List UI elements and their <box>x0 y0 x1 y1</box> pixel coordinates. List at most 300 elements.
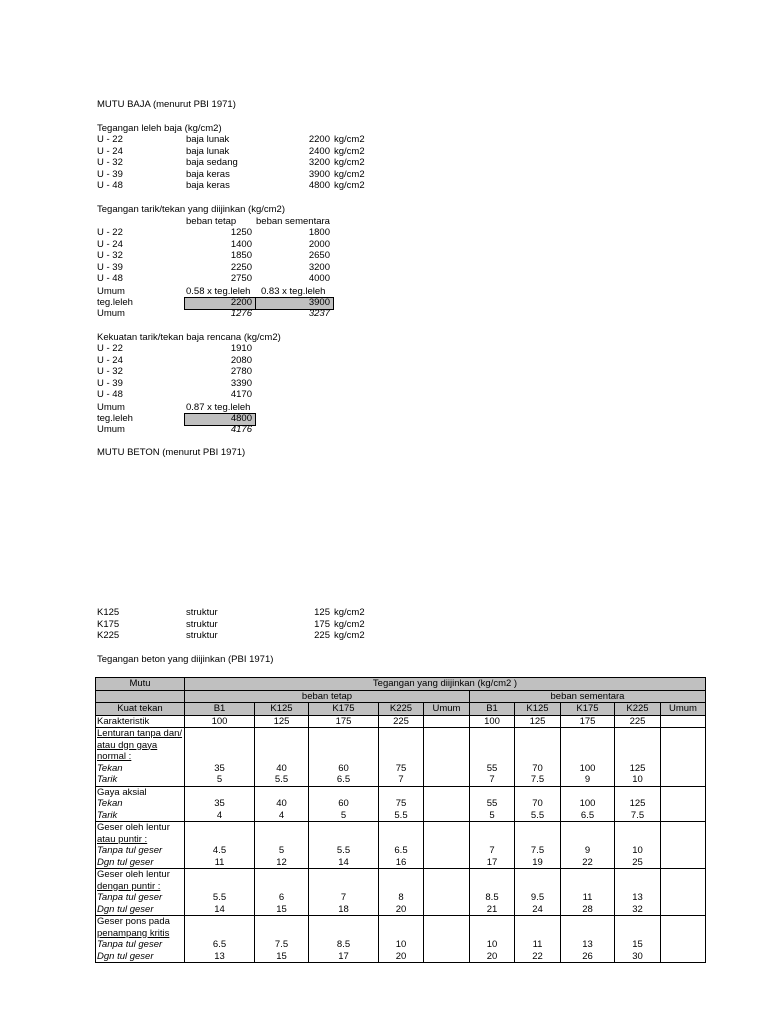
ijin-mutu: U - 48 <box>97 273 123 284</box>
ijin-tegleleh-value-2: 3900 <box>308 297 330 308</box>
beton-nilai: 225 <box>314 630 330 641</box>
table-cell <box>185 822 255 834</box>
table-cell: 19 <box>515 857 561 869</box>
table-cell <box>309 881 379 893</box>
ijin-tegleleh-label: teg.leleh <box>97 297 133 308</box>
table-cell <box>515 928 561 940</box>
table-cell: 55 <box>470 798 515 810</box>
rencana-nilai: 4170 <box>230 389 252 400</box>
table-cell <box>561 869 615 881</box>
table-cell: 6.5 <box>309 774 379 786</box>
table-cell <box>470 869 515 881</box>
table-cell <box>185 834 255 846</box>
table-cell: 35 <box>185 798 255 810</box>
table-cell: 20 <box>379 951 424 963</box>
leleh-unit: kg/cm2 <box>334 134 365 145</box>
column-header: Umum <box>424 703 470 716</box>
beton-mutu: K175 <box>97 618 120 630</box>
leleh-unit: kg/cm2 <box>334 168 365 180</box>
ijin-sementara: 3200 <box>308 261 330 273</box>
table-cell <box>515 869 561 881</box>
table-cell: 5.5 <box>379 810 424 822</box>
leleh-mutu: U - 39 <box>97 168 123 180</box>
table-cell <box>561 786 615 798</box>
row-label <box>96 881 185 893</box>
table-cell <box>309 869 379 881</box>
table-cell: 9 <box>561 774 615 786</box>
table-cell: 16 <box>379 857 424 869</box>
table-cell <box>379 916 424 928</box>
table-cell: 100 <box>185 715 255 728</box>
table-row <box>96 810 706 822</box>
row-label: Dgn tul geser <box>96 951 185 963</box>
table-cell <box>515 834 561 846</box>
row-label: Tanpa tul geser <box>96 845 185 857</box>
leleh-mutu: U - 32 <box>97 157 123 168</box>
column-header: B1 <box>470 703 515 716</box>
table-row <box>96 939 706 951</box>
table-cell <box>661 810 706 822</box>
table-cell: 22 <box>515 951 561 963</box>
table-cell: 5 <box>185 774 255 786</box>
table-row <box>96 892 706 904</box>
table-cell <box>561 740 615 752</box>
table-cell <box>255 881 309 893</box>
table-cell: 40 <box>255 763 309 775</box>
table-cell <box>661 881 706 893</box>
table-cell <box>470 751 515 763</box>
table-cell: 75 <box>379 798 424 810</box>
table-cell: 5.5 <box>515 810 561 822</box>
rencana-tegleleh-label: teg.leleh <box>97 413 133 424</box>
table-cell: 11 <box>185 857 255 869</box>
header-tegangan: Tegangan yang diijinkan (kg/cm2 ) <box>185 678 706 691</box>
table-row <box>96 845 706 857</box>
table-cell: 17 <box>309 951 379 963</box>
table-cell: 75 <box>379 763 424 775</box>
table-cell: 5.5 <box>309 845 379 857</box>
ijin-umum-label: Umum <box>97 286 125 297</box>
row-label-text: Lenturan tanpa dan/ <box>97 728 183 739</box>
table-cell: 6.5 <box>561 810 615 822</box>
beton-title: MUTU BETON (menurut PBI 1971) <box>97 447 246 458</box>
table-cell: 5.5 <box>255 774 309 786</box>
table-cell: 14 <box>185 904 255 916</box>
table-cell: 100 <box>561 763 615 775</box>
table-cell <box>661 774 706 786</box>
beton-jenis: struktur <box>186 618 218 630</box>
table-cell: 60 <box>309 798 379 810</box>
table-cell: 21 <box>470 904 515 916</box>
table-row <box>96 857 706 869</box>
table-row <box>96 928 706 940</box>
row-label <box>96 740 185 752</box>
table-cell <box>379 822 424 834</box>
table-cell <box>661 751 706 763</box>
table-cell <box>424 939 470 951</box>
table-cell <box>309 822 379 834</box>
table-cell <box>255 834 309 846</box>
table-cell <box>309 916 379 928</box>
table-cell: 9.5 <box>515 892 561 904</box>
column-header: K175 <box>309 703 379 716</box>
row-label-text: atau dgn gaya <box>97 739 158 751</box>
table-cell <box>615 822 661 834</box>
table-cell <box>424 916 470 928</box>
table-row <box>96 869 706 881</box>
ijin-tegleleh-value-1: 2200 <box>230 297 252 308</box>
ijin-mutu: U - 22 <box>97 227 123 238</box>
row-label: Tekan <box>96 798 185 810</box>
table-cell: 8 <box>379 892 424 904</box>
table-cell: 55 <box>470 763 515 775</box>
ijin-umum2-value-2: 3237 <box>308 308 330 319</box>
ijin-tetap: 1250 <box>230 227 252 238</box>
table-cell: 20 <box>470 951 515 963</box>
table-cell: 10 <box>615 845 661 857</box>
ijin-col-tetap: beban tetap <box>186 216 237 227</box>
row-label: Tarik <box>96 774 185 786</box>
table-cell: 100 <box>470 715 515 728</box>
beton-mutu: K125 <box>97 607 120 618</box>
table-cell: 7.5 <box>255 939 309 951</box>
table-cell: 4 <box>255 810 309 822</box>
table-cell <box>661 857 706 869</box>
rencana-nilai: 2080 <box>230 354 252 366</box>
table-cell <box>255 728 309 740</box>
beton-jenis: struktur <box>186 630 218 641</box>
table-cell: 11 <box>515 939 561 951</box>
rencana-mutu: U - 48 <box>97 389 123 400</box>
leleh-mutu: U - 24 <box>97 145 123 157</box>
table-cell: 35 <box>185 763 255 775</box>
ijin-mutu: U - 39 <box>97 261 123 273</box>
beton-nilai: 125 <box>314 607 330 618</box>
table-cell: 8.5 <box>470 892 515 904</box>
table-cell <box>185 751 255 763</box>
table-row <box>96 916 706 928</box>
row-label: Tarik <box>96 810 185 822</box>
table-cell <box>185 786 255 798</box>
table-cell: 24 <box>515 904 561 916</box>
header-mutu: Mutu <box>96 678 185 691</box>
column-header: Umum <box>661 703 706 716</box>
table-cell <box>515 740 561 752</box>
table-cell: 15 <box>615 939 661 951</box>
leleh-jenis: baja lunak <box>186 145 230 157</box>
beton-stress-table <box>95 677 706 963</box>
column-header: B1 <box>185 703 255 716</box>
leleh-nilai: 3900 <box>308 168 330 180</box>
ijin-tetap: 2750 <box>230 273 252 284</box>
ijin-sementara: 2000 <box>308 238 330 250</box>
row-label: Geser oleh lentur <box>96 822 185 834</box>
table-cell <box>424 810 470 822</box>
row-label-text: dengan puntir : <box>97 880 161 892</box>
table-cell <box>561 834 615 846</box>
ijin-umum2-value-1: 1276 <box>230 308 252 319</box>
table-cell <box>661 763 706 775</box>
table-cell <box>309 751 379 763</box>
table-cell <box>661 951 706 963</box>
table-cell <box>255 751 309 763</box>
row-label <box>96 928 185 940</box>
table-cell <box>309 786 379 798</box>
table-cell: 17 <box>470 857 515 869</box>
table-cell <box>379 834 424 846</box>
table-cell: 5 <box>255 845 309 857</box>
table-cell <box>470 881 515 893</box>
table-cell: 30 <box>615 951 661 963</box>
table-cell: 5.5 <box>185 892 255 904</box>
leleh-unit: kg/cm2 <box>334 145 365 157</box>
table-cell <box>470 834 515 846</box>
leleh-jenis: baja lunak <box>186 134 230 145</box>
table-cell <box>661 740 706 752</box>
table-cell <box>424 798 470 810</box>
row-label-text: atau puntir : <box>97 833 148 845</box>
table-cell <box>255 740 309 752</box>
table-cell: 25 <box>615 857 661 869</box>
table-cell <box>424 774 470 786</box>
table-cell <box>424 786 470 798</box>
rencana-mutu: U - 22 <box>97 343 123 354</box>
ijin-col-sementara: beban sementara <box>256 216 330 227</box>
table-cell <box>561 751 615 763</box>
leleh-unit: kg/cm2 <box>334 180 365 191</box>
leleh-nilai: 2400 <box>308 145 330 157</box>
table-cell <box>424 715 470 728</box>
beton-unit: kg/cm2 <box>334 630 365 641</box>
row-label <box>96 728 185 740</box>
row-label: Gaya aksial <box>96 786 185 798</box>
table-cell <box>661 892 706 904</box>
leleh-jenis: baja keras <box>186 180 230 191</box>
table-cell: 7.5 <box>515 774 561 786</box>
table-cell: 20 <box>379 904 424 916</box>
table-cell <box>379 881 424 893</box>
table-cell <box>515 751 561 763</box>
table-cell <box>185 740 255 752</box>
table-cell: 125 <box>615 763 661 775</box>
header-kuat-tekan: Kuat tekan <box>96 703 185 716</box>
table-cell <box>424 751 470 763</box>
table-cell: 175 <box>309 715 379 728</box>
rencana-tegleleh-value: 4800 <box>230 413 252 424</box>
table-cell: 225 <box>379 715 424 728</box>
table-cell <box>379 740 424 752</box>
rencana-mutu: U - 24 <box>97 354 123 366</box>
ijin-sementara: 4000 <box>308 273 330 284</box>
beton-unit: kg/cm2 <box>334 607 365 618</box>
table-cell <box>615 869 661 881</box>
table-cell <box>185 728 255 740</box>
table-row <box>96 786 706 798</box>
table-cell <box>424 928 470 940</box>
beton-table-title: Tegangan beton yang diijinkan (PBI 1971) <box>97 654 274 665</box>
table-cell <box>661 728 706 740</box>
table-cell <box>561 881 615 893</box>
column-header: K125 <box>255 703 309 716</box>
table-cell <box>379 728 424 740</box>
table-cell <box>515 916 561 928</box>
beton-unit: kg/cm2 <box>334 618 365 630</box>
table-cell: 28 <box>561 904 615 916</box>
table-cell <box>470 928 515 940</box>
table-cell <box>185 916 255 928</box>
table-cell <box>379 928 424 940</box>
leleh-mutu: U - 48 <box>97 180 123 191</box>
table-cell: 225 <box>615 715 661 728</box>
beton-nilai: 175 <box>314 618 330 630</box>
table-cell: 13 <box>185 951 255 963</box>
table-cell: 11 <box>561 892 615 904</box>
column-header: K225 <box>379 703 424 716</box>
table-cell: 70 <box>515 763 561 775</box>
table-cell <box>424 857 470 869</box>
table-cell: 5 <box>470 810 515 822</box>
rencana-heading: Kekuatan tarik/tekan baja rencana (kg/cm2) <box>97 332 281 343</box>
table-cell: 7.5 <box>615 810 661 822</box>
table-cell <box>424 822 470 834</box>
table-cell <box>661 834 706 846</box>
table-cell <box>515 822 561 834</box>
table-cell <box>424 869 470 881</box>
table-row <box>96 834 706 846</box>
table-cell: 10 <box>470 939 515 951</box>
table-cell <box>255 928 309 940</box>
table-cell <box>661 845 706 857</box>
table-cell: 15 <box>255 904 309 916</box>
table-cell <box>424 951 470 963</box>
table-cell <box>515 786 561 798</box>
table-cell <box>424 904 470 916</box>
table-cell <box>661 869 706 881</box>
table-cell <box>661 798 706 810</box>
table-cell <box>379 751 424 763</box>
table-cell <box>615 928 661 940</box>
table-cell <box>424 892 470 904</box>
table-cell: 26 <box>561 951 615 963</box>
table-row <box>96 951 706 963</box>
table-cell <box>615 834 661 846</box>
row-label: Tanpa tul geser <box>96 892 185 904</box>
row-label: Dgn tul geser <box>96 904 185 916</box>
leleh-nilai: 3200 <box>308 157 330 168</box>
table-cell: 10 <box>379 939 424 951</box>
rencana-nilai: 3390 <box>230 377 252 389</box>
table-row <box>96 904 706 916</box>
rencana-nilai: 2780 <box>230 366 252 377</box>
row-label-text: normal : <box>97 751 132 762</box>
table-cell <box>615 916 661 928</box>
column-header: K175 <box>561 703 615 716</box>
table-cell <box>255 869 309 881</box>
table-cell <box>470 740 515 752</box>
table-cell <box>185 869 255 881</box>
table-cell: 9 <box>561 845 615 857</box>
table-row <box>96 774 706 786</box>
rencana-umum2-label: Umum <box>97 424 125 435</box>
table-row <box>96 798 706 810</box>
leleh-unit: kg/cm2 <box>334 157 365 168</box>
table-cell: 70 <box>515 798 561 810</box>
rencana-mutu: U - 39 <box>97 377 123 389</box>
table-cell <box>561 928 615 940</box>
table-cell <box>661 822 706 834</box>
header-blank <box>96 690 185 703</box>
table-cell <box>255 822 309 834</box>
row-label: Dgn tul geser <box>96 857 185 869</box>
table-cell: 4 <box>185 810 255 822</box>
table-cell <box>424 740 470 752</box>
table-row <box>96 822 706 834</box>
table-cell <box>470 786 515 798</box>
table-cell: 100 <box>561 798 615 810</box>
table-cell: 13 <box>561 939 615 951</box>
ijin-umum-formula-1: 0.58 x teg.leleh <box>186 286 251 297</box>
table-cell <box>661 904 706 916</box>
column-header: K125 <box>515 703 561 716</box>
table-cell <box>424 845 470 857</box>
table-cell <box>424 728 470 740</box>
table-cell: 10 <box>615 774 661 786</box>
table-cell: 125 <box>255 715 309 728</box>
table-cell <box>661 916 706 928</box>
table-cell: 6 <box>255 892 309 904</box>
table-cell <box>561 916 615 928</box>
table-cell <box>615 740 661 752</box>
table-cell <box>309 928 379 940</box>
table-cell: 13 <box>615 892 661 904</box>
table-cell <box>615 881 661 893</box>
table-cell: 12 <box>255 857 309 869</box>
table-row <box>96 751 706 763</box>
ijin-umum2-label: Umum <box>97 308 125 319</box>
table-cell <box>424 834 470 846</box>
table-cell <box>561 728 615 740</box>
header-beban-tetap: beban tetap <box>185 690 470 703</box>
row-label <box>96 834 185 846</box>
table-cell: 5 <box>309 810 379 822</box>
table-cell <box>661 928 706 940</box>
table-row <box>96 740 706 752</box>
row-label: Tekan <box>96 763 185 775</box>
table-cell: 8.5 <box>309 939 379 951</box>
table-cell <box>379 869 424 881</box>
leleh-jenis: baja sedang <box>186 157 238 168</box>
table-cell <box>185 928 255 940</box>
beton-jenis: struktur <box>186 607 218 618</box>
table-cell <box>379 786 424 798</box>
table-cell <box>309 740 379 752</box>
table-cell: 125 <box>615 798 661 810</box>
baja-title: MUTU BAJA (menurut PBI 1971) <box>97 99 236 110</box>
table-cell <box>661 939 706 951</box>
table-cell: 7 <box>379 774 424 786</box>
table-cell: 18 <box>309 904 379 916</box>
rencana-mutu: U - 32 <box>97 366 123 377</box>
leleh-heading: Tegangan leleh baja (kg/cm2) <box>97 123 222 134</box>
table-cell <box>255 916 309 928</box>
rencana-umum2-value: 4176 <box>230 424 252 435</box>
leleh-nilai: 4800 <box>308 180 330 191</box>
table-cell <box>515 881 561 893</box>
table-cell: 14 <box>309 857 379 869</box>
table-cell: 7 <box>309 892 379 904</box>
table-cell: 125 <box>515 715 561 728</box>
table-cell <box>255 786 309 798</box>
